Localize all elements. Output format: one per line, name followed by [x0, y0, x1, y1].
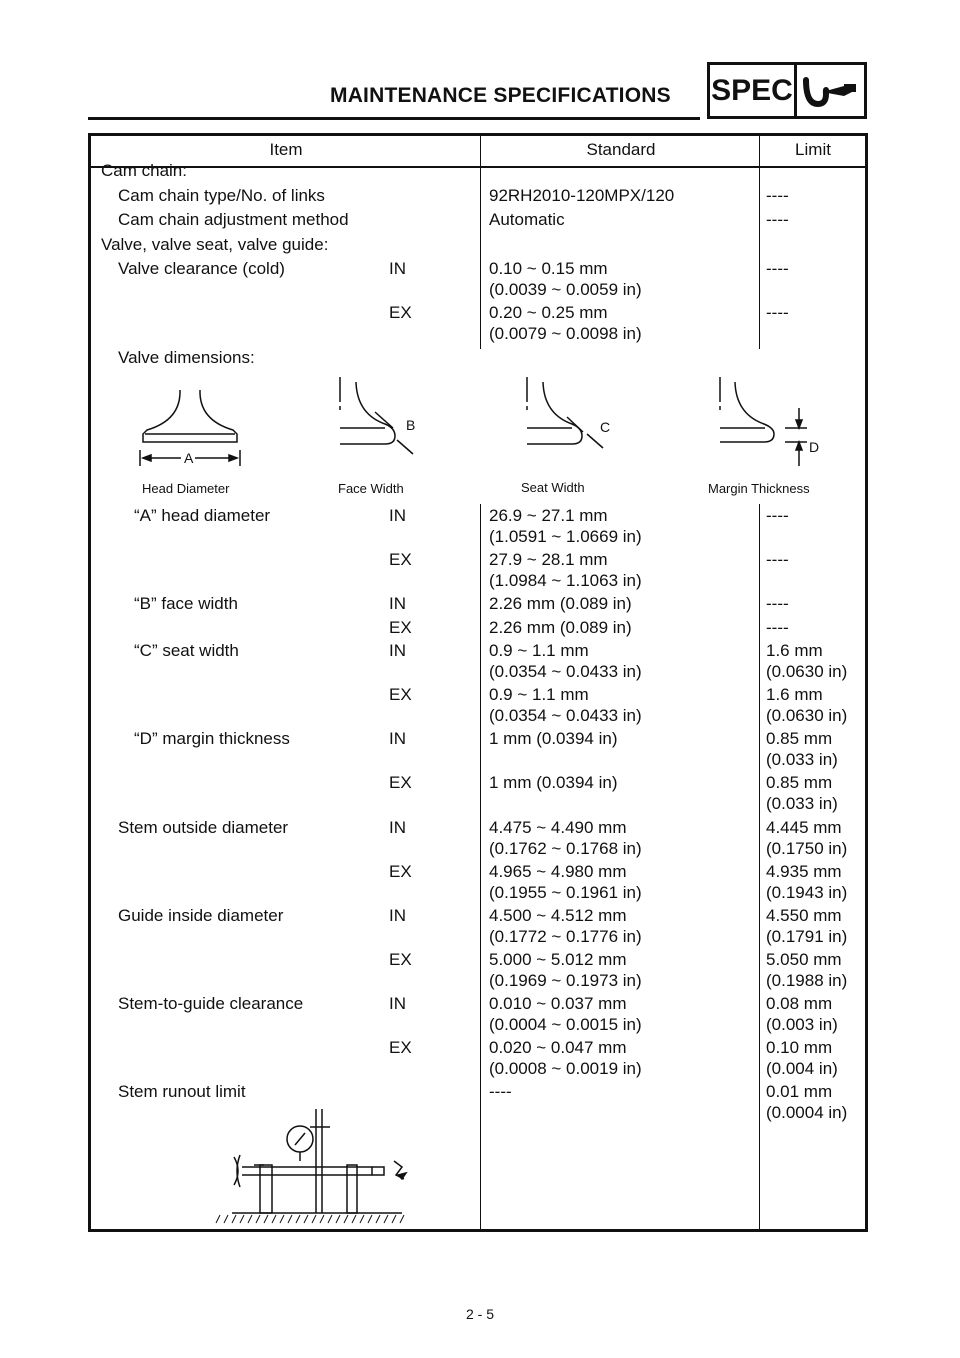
in-label: IN	[389, 641, 406, 660]
ground-hatching	[216, 1215, 404, 1223]
clearance-in-limit: ----	[766, 259, 789, 278]
c-ex-limit-imperial: (0.0630 in)	[766, 706, 848, 725]
a-ex-value-imperial: (1.0984 ~ 1.1063 in)	[489, 571, 642, 590]
gi-ex-value-imperial: (0.1969 ~ 0.1973 in)	[489, 971, 642, 990]
dim-a-label: “A” head diameter	[134, 506, 271, 525]
so-in-limit: 4.445 mm	[766, 818, 842, 837]
column-divider	[480, 136, 481, 349]
runout-label: Stem runout limit	[118, 1082, 246, 1101]
d-ex-limit: 0.85 mm	[766, 773, 833, 792]
sg-ex-limit: 0.10 mm	[766, 1038, 833, 1057]
clearance-ex-value-imperial: (0.0079 ~ 0.0098 in)	[489, 324, 642, 343]
sg-ex-value-imperial: (0.0008 ~ 0.0019 in)	[489, 1059, 642, 1078]
valve-heading: Valve, valve seat, valve guide:	[101, 235, 329, 254]
d-in-limit: 0.85 mm	[766, 729, 833, 748]
page-title: MAINTENANCE SPECIFICATIONS	[330, 84, 671, 107]
in-label: IN	[389, 818, 406, 837]
c-ex-value: 0.9 ~ 1.1 mm	[489, 685, 589, 704]
dial-gauge-figure	[212, 1105, 412, 1225]
so-ex-value-imperial: (0.1955 ~ 0.1961 in)	[489, 883, 642, 902]
ex-label: EX	[389, 618, 412, 637]
clearance-in-value-imperial: (0.0039 ~ 0.0059 in)	[489, 280, 642, 299]
d-in-value: 1 mm (0.0394 in)	[489, 729, 618, 748]
runout-std: ----	[489, 1082, 512, 1101]
b-in-value: 2.26 mm (0.089 in)	[489, 594, 632, 613]
cam-chain-adj-std: Automatic	[489, 210, 565, 229]
valve-dimensions-label: Valve dimensions:	[118, 348, 255, 367]
table-header	[91, 136, 865, 168]
col-item-header: Item	[269, 140, 303, 159]
stem-guide-label: Stem-to-guide clearance	[118, 994, 304, 1013]
valve-dimensions-figure	[135, 372, 850, 480]
c-in-value-imperial: (0.0354 ~ 0.0433 in)	[489, 662, 642, 681]
margin-thickness-caption: Margin Thickness	[708, 481, 810, 496]
margin-thickness-diagram	[720, 377, 807, 466]
so-ex-limit-imperial: (0.1943 in)	[766, 883, 848, 902]
gi-in-limit: 4.550 mm	[766, 906, 842, 925]
label-d: D	[809, 439, 820, 455]
a-in-value: 26.9 ~ 27.1 mm	[489, 506, 608, 525]
a-in-value-imperial: (1.0591 ~ 1.0669 in)	[489, 527, 642, 546]
cam-chain-type-limit: ----	[766, 186, 789, 205]
gi-in-value: 4.500 ~ 4.512 mm	[489, 906, 627, 925]
c-ex-limit: 1.6 mm	[766, 685, 823, 704]
sg-in-limit-imperial: (0.003 in)	[766, 1015, 838, 1034]
sg-in-value-imperial: (0.0004 ~ 0.0015 in)	[489, 1015, 642, 1034]
gi-ex-value: 5.000 ~ 5.012 mm	[489, 950, 627, 969]
a-ex-limit: ----	[766, 550, 789, 569]
so-in-value-imperial: (0.1762 ~ 0.1768 in)	[489, 839, 642, 858]
label-c: C	[600, 419, 611, 435]
ex-label: EX	[389, 950, 412, 969]
runout-limit: 0.01 mm	[766, 1082, 833, 1101]
page-number: 2 - 5	[465, 1306, 494, 1322]
clearance-ex-limit: ----	[766, 303, 789, 322]
a-in-limit: ----	[766, 506, 789, 525]
b-in-limit: ----	[766, 594, 789, 613]
sg-ex-value: 0.020 ~ 0.047 mm	[489, 1038, 627, 1057]
ex-label: EX	[389, 1038, 412, 1057]
clearance-ex-value: 0.20 ~ 0.25 mm	[489, 303, 608, 322]
column-divider	[480, 504, 481, 1229]
ex-label: EX	[389, 550, 412, 569]
label-a: A	[184, 450, 194, 466]
d-ex-limit-imperial: (0.033 in)	[766, 794, 838, 813]
spec-badge	[707, 62, 867, 119]
d-ex-value: 1 mm (0.0394 in)	[489, 773, 618, 792]
d-in-limit-imperial: (0.033 in)	[766, 750, 838, 769]
c-in-limit-imperial: (0.0630 in)	[766, 662, 848, 681]
gi-ex-limit-imperial: (0.1988 in)	[766, 971, 848, 990]
sg-in-limit: 0.08 mm	[766, 994, 833, 1013]
cam-chain-heading: Cam chain:	[101, 161, 187, 180]
column-divider	[759, 504, 760, 1229]
face-width-caption: Face Width	[338, 481, 404, 496]
runout-limit-imperial: (0.0004 in)	[766, 1103, 848, 1122]
col-standard-header: Standard	[586, 140, 656, 159]
so-in-limit-imperial: (0.1750 in)	[766, 839, 848, 858]
cam-chain-adj-limit: ----	[766, 210, 789, 229]
head-diameter-caption: Head Diameter	[142, 481, 230, 496]
so-ex-limit: 4.935 mm	[766, 862, 842, 881]
dim-c-label: “C” seat width	[134, 641, 239, 660]
dim-b-label: “B” face width	[134, 594, 238, 613]
guide-id-label: Guide inside diameter	[118, 906, 284, 925]
gi-in-limit-imperial: (0.1791 in)	[766, 927, 848, 946]
ex-label: EX	[389, 303, 412, 322]
in-label: IN	[389, 594, 406, 613]
face-width-diagram	[340, 377, 416, 454]
dim-d-label: “D” margin thickness	[134, 729, 290, 748]
label-b: B	[406, 417, 416, 433]
in-label: IN	[389, 906, 406, 925]
in-label: IN	[389, 994, 406, 1013]
gi-ex-limit: 5.050 mm	[766, 950, 842, 969]
valve-clearance-label: Valve clearance (cold)	[118, 259, 285, 278]
in-label: IN	[389, 506, 406, 525]
seat-width-caption: Seat Width	[521, 480, 585, 495]
c-ex-value-imperial: (0.0354 ~ 0.0433 in)	[489, 706, 642, 725]
clearance-in-value: 0.10 ~ 0.15 mm	[489, 259, 608, 278]
cam-chain-adj-label: Cam chain adjustment method	[118, 210, 349, 229]
column-divider	[759, 136, 760, 349]
spec-table	[88, 133, 868, 1232]
cam-chain-type-label: Cam chain type/No. of links	[118, 186, 325, 205]
b-ex-value: 2.26 mm (0.089 in)	[489, 618, 632, 637]
gi-in-value-imperial: (0.1772 ~ 0.1776 in)	[489, 927, 642, 946]
stem-od-label: Stem outside diameter	[118, 818, 289, 837]
cam-chain-type-std: 92RH2010-120MPX/120	[489, 186, 675, 205]
ex-label: EX	[389, 862, 412, 881]
in-label: IN	[389, 259, 406, 278]
screwdriver-icon	[800, 70, 860, 112]
ex-label: EX	[389, 685, 412, 704]
so-ex-value: 4.965 ~ 4.980 mm	[489, 862, 627, 881]
header-rule	[88, 117, 700, 120]
in-label: IN	[389, 729, 406, 748]
col-limit-header: Limit	[795, 140, 831, 159]
b-ex-limit: ----	[766, 618, 789, 637]
sg-in-value: 0.010 ~ 0.037 mm	[489, 994, 627, 1013]
ex-label: EX	[389, 773, 412, 792]
spec-badge-text: SPEC	[710, 65, 797, 116]
seat-width-diagram	[527, 377, 603, 448]
c-in-limit: 1.6 mm	[766, 641, 823, 660]
a-ex-value: 27.9 ~ 28.1 mm	[489, 550, 608, 569]
c-in-value: 0.9 ~ 1.1 mm	[489, 641, 589, 660]
sg-ex-limit-imperial: (0.004 in)	[766, 1059, 838, 1078]
so-in-value: 4.475 ~ 4.490 mm	[489, 818, 627, 837]
